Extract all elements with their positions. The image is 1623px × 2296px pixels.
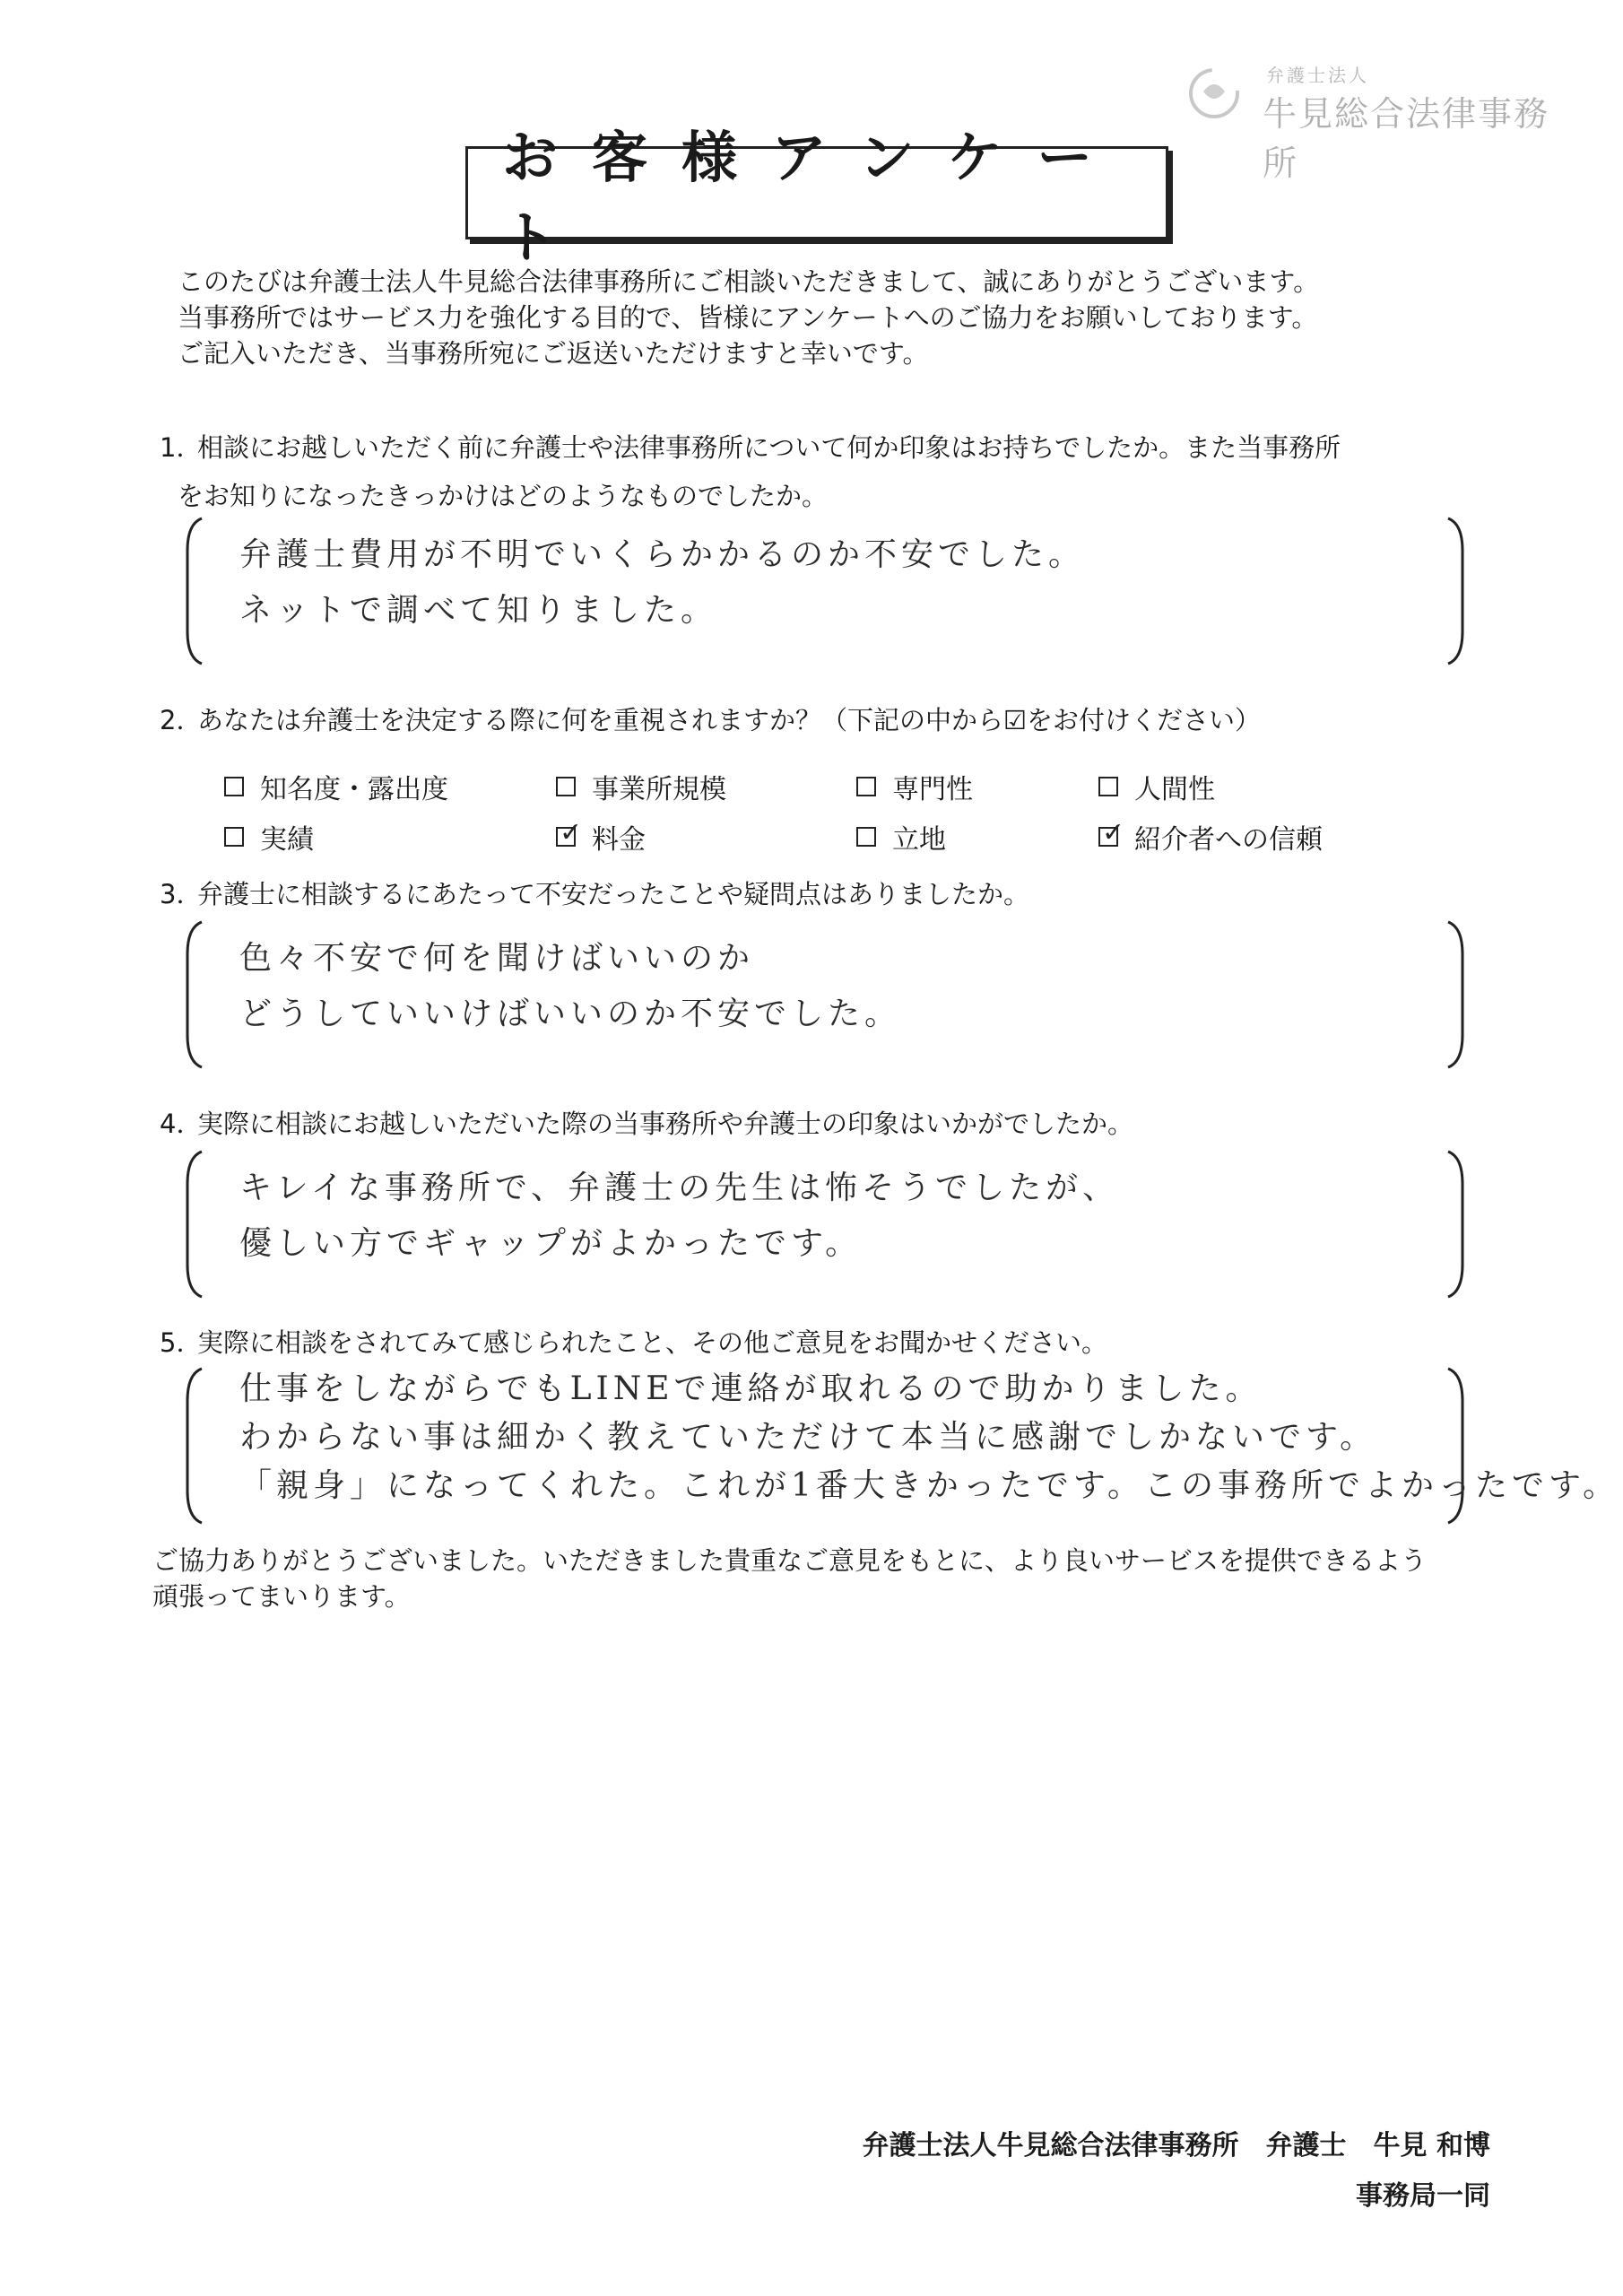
answer-line: 仕事をしながらでもLINEで連絡が取れるので助かりました。 xyxy=(239,1370,1263,1407)
firm-logo xyxy=(1185,57,1562,183)
question-5 xyxy=(160,1318,1107,1367)
question-text: 弁護士に相談するにあたって不安だったことや疑問点はありましたか。 xyxy=(197,879,1030,909)
signature-firm: 弁護士法人牛見総合法律事務所 xyxy=(862,2130,1239,2161)
checkbox[interactable] xyxy=(856,827,876,847)
checkbox-option[interactable] xyxy=(556,817,646,857)
answer-line: 弁護士費用が不明でいくらかかるのか不安でした。 xyxy=(239,536,1086,573)
answer-line: 優しい方でギャップがよかったです。 xyxy=(239,1225,863,1262)
checkbox[interactable] xyxy=(224,827,244,847)
survey-title-box xyxy=(465,125,1168,270)
answer-line: ネットで調べて知りました。 xyxy=(239,592,718,629)
checkbox-label: 事業所規模 xyxy=(592,774,726,805)
answer-3 xyxy=(184,918,1466,1071)
checkbox-option[interactable] xyxy=(856,817,946,857)
question-text: 実際に相談にお越しいただいた際の当事務所や弁護士の印象はいかがでしたか。 xyxy=(197,1109,1134,1139)
question-number: 3． xyxy=(160,879,203,909)
checkbox[interactable] xyxy=(556,777,576,796)
signature-block xyxy=(863,2121,1490,2222)
checkbox-row xyxy=(224,817,1390,867)
closing-line: 頑張ってまいります。 xyxy=(152,1581,411,1612)
page-title: お客様アンケート xyxy=(502,125,1127,270)
checkbox-option[interactable] xyxy=(1098,767,1215,806)
answer-line: 「親身」になってくれた。これが1番大きかったです。この事務所でよかったです。 xyxy=(239,1467,1620,1504)
checkbox-option[interactable] xyxy=(856,767,973,806)
question-text: 実際に相談をされてみて感じられたこと、その他ご意見をお聞かせください。 xyxy=(197,1327,1108,1358)
logo-subtitle: 弁護士法人 xyxy=(1266,65,1369,86)
question-number: 2． xyxy=(160,705,203,735)
answer-1 xyxy=(184,515,1466,667)
question-number: 5． xyxy=(160,1327,203,1358)
checkbox-checked[interactable] xyxy=(556,817,583,848)
logo-firm-name: 牛見総合法律事務所 xyxy=(1263,94,1550,183)
checkbox-option[interactable] xyxy=(556,767,726,806)
answer-line: キレイな事務所で、弁護士の先生は怖そうでしたが、 xyxy=(239,1170,1120,1206)
closing-line: ご協力ありがとうございました。いただきました貴重なご意見をもとに、より良いサービスを提供できるよう xyxy=(152,1545,1428,1576)
checkbox[interactable] xyxy=(224,777,244,796)
intro-line: このたびは弁護士法人牛見総合法律事務所にご相談いただきまして、誠にありがとうございます。 xyxy=(178,266,1320,297)
signature-name: 牛見 和博 xyxy=(1373,2130,1490,2161)
checkbox-option[interactable] xyxy=(224,817,314,857)
answer-line: わからない事は細かく教えていただけて本当に感謝でしかないです。 xyxy=(239,1419,1377,1456)
question-text: あなたは弁護士を決定する際に何を重視されますか？（下記の中から☑をお付けください） xyxy=(197,705,1261,735)
question-text-cont: をお知りになったきっかけはどのようなものでしたか。 xyxy=(178,481,829,511)
firm-emblem-icon xyxy=(1185,65,1243,122)
checkbox-checked[interactable] xyxy=(1098,817,1125,848)
intro-line: ご記入いただき、当事務所宛にご返送いただけますと幸いです。 xyxy=(178,338,929,369)
closing-text xyxy=(152,1543,1427,1614)
answer-5 xyxy=(184,1365,1620,1526)
intro-text xyxy=(178,264,1319,371)
checkbox-label: 紹介者への信頼 xyxy=(1134,824,1323,856)
checkbox-label: 実績 xyxy=(260,824,314,856)
checkbox-option[interactable] xyxy=(1098,817,1323,857)
answer-4 xyxy=(184,1148,1466,1300)
checkbox-label: 知名度・露出度 xyxy=(260,774,448,805)
checkbox-option[interactable] xyxy=(224,767,448,806)
question-2 xyxy=(160,696,1261,744)
checkbox-label: 専門性 xyxy=(892,774,973,805)
question-3 xyxy=(160,870,1029,918)
checkbox-label: 立地 xyxy=(892,824,946,856)
question-1 xyxy=(160,423,1341,520)
checkmark-icon: ✓ xyxy=(560,817,583,848)
checkbox-row xyxy=(224,767,1390,817)
checkbox-label: 料金 xyxy=(592,824,646,856)
question-4 xyxy=(160,1100,1133,1148)
checkbox-label: 人間性 xyxy=(1134,774,1215,805)
checkbox[interactable] xyxy=(1098,777,1118,796)
question-number: 4． xyxy=(160,1109,203,1139)
answer-line: どうしていいけばいいのか不安でした。 xyxy=(239,996,902,1032)
signature-role: 弁護士 xyxy=(1265,2130,1347,2161)
checkbox[interactable] xyxy=(856,777,876,796)
answer-line: 色々不安で何を聞けばいいのか xyxy=(239,940,755,977)
intro-line: 当事務所ではサービス力を強化する目的で、皆様にアンケートへのご協力をお願いしております。 xyxy=(178,302,1318,333)
signature-office: 事務局一同 xyxy=(1356,2180,1490,2212)
checkmark-icon: ✓ xyxy=(1102,817,1125,848)
question-text: 相談にお越しいただく前に弁護士や法律事務所について何か印象はお持ちでしたか。また当事務所 xyxy=(197,432,1341,463)
checkbox-group xyxy=(224,767,1390,867)
question-number: 1． xyxy=(160,432,203,463)
